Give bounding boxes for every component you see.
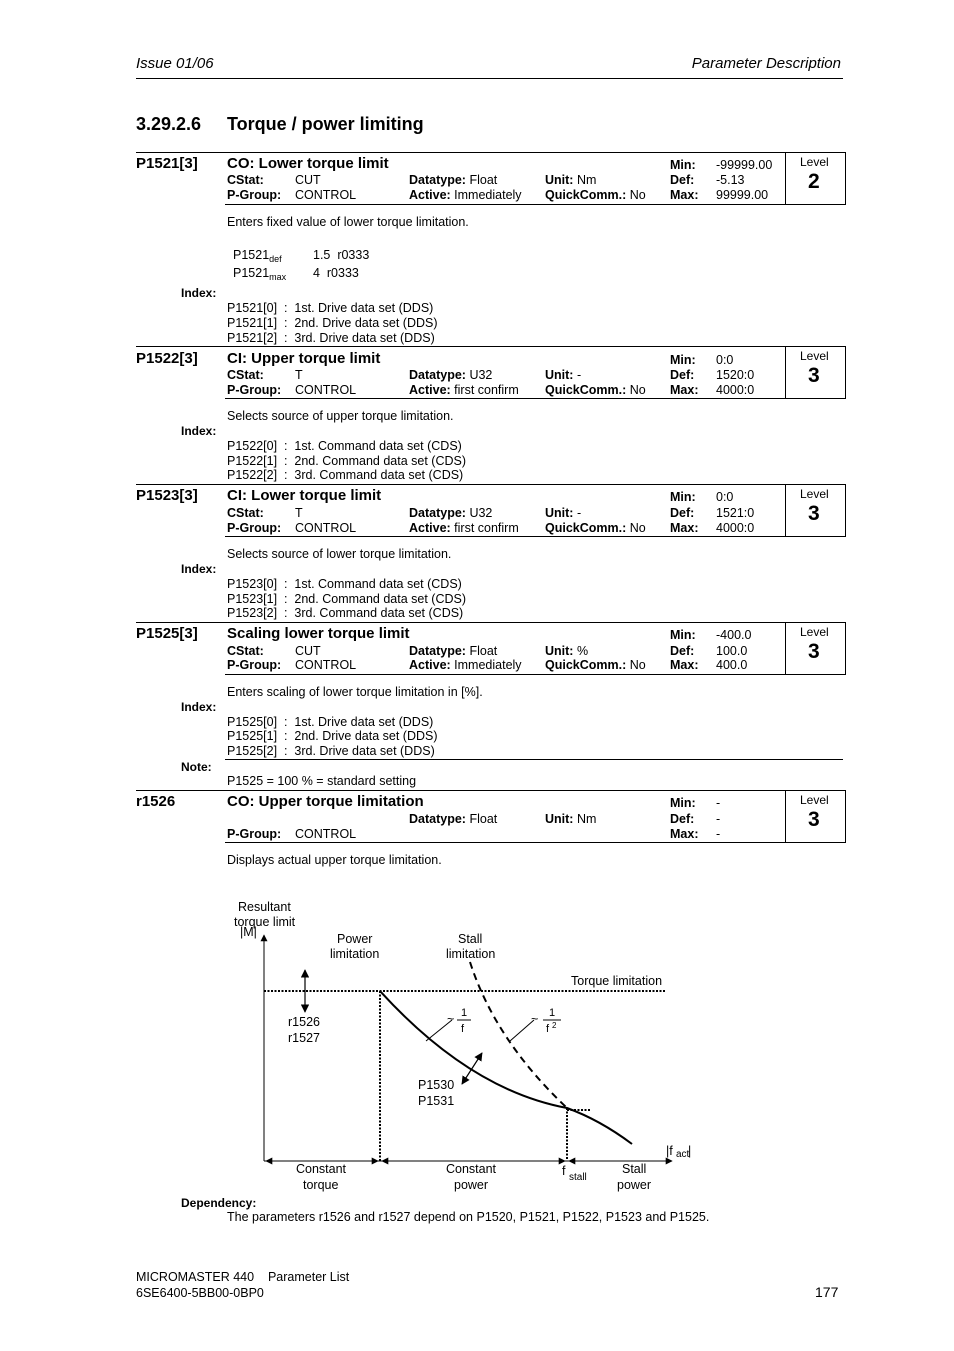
index-item: P1523[1] : 2nd. Command data set (CDS) bbox=[227, 592, 467, 606]
pgroup-value: CONTROL bbox=[295, 383, 357, 397]
section-number: 3.29.2.6 bbox=[136, 114, 202, 134]
datatype-value: U32 bbox=[469, 506, 493, 520]
max-value: 4000:0 bbox=[716, 521, 755, 535]
unit-label: Unit: bbox=[545, 812, 574, 826]
min-label: Min: bbox=[670, 353, 696, 367]
level-value: 3 bbox=[808, 640, 820, 663]
min-value: -99999.00 bbox=[716, 158, 773, 172]
level-label: Level bbox=[800, 349, 829, 363]
index-item: P1525[0] : 1st. Drive data set (DDS) bbox=[227, 715, 434, 729]
min-label: Min: bbox=[670, 490, 696, 504]
power-limit-curve bbox=[380, 991, 632, 1144]
index-item: P1521[0] : 1st. Drive data set (DDS) bbox=[227, 301, 434, 315]
level-label: Level bbox=[800, 487, 829, 501]
quickcomm-label: QuickComm.: bbox=[545, 521, 627, 535]
level-value: 2 bbox=[808, 170, 820, 193]
x-axis-symbol: |f bbox=[666, 1144, 673, 1158]
footer-product: MICROMASTER 440 Parameter List bbox=[136, 1270, 350, 1284]
header-issue: Issue 01/06 bbox=[136, 55, 214, 72]
index-label: Index: bbox=[181, 286, 217, 300]
param-name: Scaling lower torque limit bbox=[227, 625, 410, 642]
stall-limit-curve bbox=[470, 962, 567, 1108]
stall-power-label-1: Stall bbox=[622, 1162, 647, 1176]
active-label: Active: bbox=[409, 188, 451, 202]
cstat-label: CStat: bbox=[227, 506, 264, 520]
index-item: P1521[2] : 3rd. Drive data set (DDS) bbox=[227, 331, 435, 345]
min-value: - bbox=[716, 796, 721, 810]
f-stall-symbol: f bbox=[562, 1164, 566, 1178]
max-label: Max: bbox=[670, 188, 699, 202]
index-label: Index: bbox=[181, 700, 217, 714]
max-label: Max: bbox=[670, 521, 699, 535]
param-name: CI: Lower torque limit bbox=[227, 487, 382, 504]
def-value: - bbox=[716, 812, 721, 826]
inv-f2-denominator: f bbox=[546, 1023, 550, 1035]
y-axis-title-line2: torque limit bbox=[234, 915, 296, 929]
approx-symbol: ~ bbox=[447, 1012, 455, 1026]
param-id: P1521[3] bbox=[136, 155, 198, 172]
power-limitation-label-2: limitation bbox=[330, 947, 380, 961]
p1530-double-arrow bbox=[462, 1053, 482, 1084]
r1526-label: r1526 bbox=[288, 1015, 320, 1029]
cstat-label: CStat: bbox=[227, 368, 264, 382]
approx-symbol: ~ bbox=[531, 1012, 539, 1026]
formula-def-var: P1521 bbox=[233, 248, 270, 262]
max-value: 400.0 bbox=[716, 658, 748, 672]
cstat-value: T bbox=[295, 506, 303, 520]
active-value: first confirm bbox=[454, 521, 519, 535]
p1530-label: P1530 bbox=[418, 1078, 455, 1092]
cstat-label: CStat: bbox=[227, 173, 264, 187]
param-id: r1526 bbox=[136, 793, 176, 810]
quickcomm-value: No bbox=[629, 383, 646, 397]
active-value: Immediately bbox=[454, 188, 522, 202]
cstat-value: CUT bbox=[295, 644, 321, 658]
level-label: Level bbox=[800, 625, 829, 639]
stall-power-label-2: power bbox=[617, 1178, 652, 1192]
max-label: Max: bbox=[670, 827, 699, 841]
param-description: Enters scaling of lower torque limitation in [%]. bbox=[227, 685, 483, 699]
index-label: Index: bbox=[181, 562, 217, 576]
inv-f2-numerator: 1 bbox=[549, 1007, 556, 1019]
def-value: 1520:0 bbox=[716, 368, 755, 382]
inv-f-denominator: f bbox=[461, 1023, 465, 1035]
min-label: Min: bbox=[670, 158, 696, 172]
unit-value: % bbox=[576, 644, 589, 658]
max-value: 4000:0 bbox=[716, 383, 755, 397]
formula-def-value: 1.5 r0333 bbox=[313, 248, 370, 262]
header-title: Parameter Description bbox=[691, 55, 841, 72]
unit-value: - bbox=[576, 506, 582, 520]
unit-label: Unit: bbox=[545, 173, 574, 187]
page-number: 177 bbox=[815, 1284, 839, 1300]
active-label: Active: bbox=[409, 521, 451, 535]
index-item: P1521[1] : 2nd. Drive data set (DDS) bbox=[227, 316, 438, 330]
datatype-label: Datatype: bbox=[409, 812, 466, 826]
pgroup-value: CONTROL bbox=[295, 827, 357, 841]
quickcomm-value: No bbox=[629, 658, 646, 672]
param-id: P1525[3] bbox=[136, 625, 198, 642]
y-axis-symbol: |M| bbox=[240, 925, 257, 939]
max-label: Max: bbox=[670, 383, 699, 397]
cstat-value: CUT bbox=[295, 173, 321, 187]
index-item: P1523[2] : 3rd. Command data set (CDS) bbox=[227, 606, 464, 620]
param-name: CI: Upper torque limit bbox=[227, 350, 381, 367]
param-description: Selects source of lower torque limitation. bbox=[227, 547, 452, 561]
quickcomm-label: QuickComm.: bbox=[545, 658, 627, 672]
active-value: first confirm bbox=[454, 383, 519, 397]
quickcomm-value: No bbox=[629, 521, 646, 535]
pgroup-label: P-Group: bbox=[227, 658, 282, 672]
def-label: Def: bbox=[670, 173, 695, 187]
pgroup-value: CONTROL bbox=[295, 188, 357, 202]
unit-label: Unit: bbox=[545, 368, 574, 382]
active-value: Immediately bbox=[454, 658, 522, 672]
stall-limitation-label-1: Stall bbox=[458, 932, 483, 946]
constant-torque-label-1: Constant bbox=[296, 1162, 347, 1176]
index-item: P1522[2] : 3rd. Command data set (CDS) bbox=[227, 468, 464, 482]
index-item: P1522[1] : 2nd. Command data set (CDS) bbox=[227, 454, 467, 468]
def-value: 1521:0 bbox=[716, 506, 755, 520]
x-axis-sub: act bbox=[676, 1149, 690, 1160]
pgroup-value: CONTROL bbox=[295, 521, 357, 535]
note-text: P1525 = 100 % = standard setting bbox=[227, 774, 417, 788]
level-value: 3 bbox=[808, 808, 820, 831]
datatype-value: Float bbox=[469, 812, 498, 826]
level-label: Level bbox=[800, 793, 829, 807]
def-label: Def: bbox=[670, 506, 695, 520]
index-item: P1525[2] : 3rd. Drive data set (DDS) bbox=[227, 744, 435, 758]
cstat-label: CStat: bbox=[227, 644, 264, 658]
unit-value: Nm bbox=[576, 173, 597, 187]
datatype-value: U32 bbox=[469, 368, 493, 382]
dependency-label: Dependency: bbox=[181, 1196, 257, 1210]
param-description: Selects source of upper torque limitation. bbox=[227, 409, 454, 423]
param-description: Enters fixed value of lower torque limitation. bbox=[227, 215, 469, 229]
def-label: Def: bbox=[670, 644, 695, 658]
unit-value: - bbox=[576, 368, 582, 382]
max-value: 99999.00 bbox=[716, 188, 769, 202]
min-value: -400.0 bbox=[716, 628, 752, 642]
formula-max-var: P1521 bbox=[233, 266, 270, 280]
def-label: Def: bbox=[670, 368, 695, 382]
datatype-label: Datatype: bbox=[409, 506, 466, 520]
f-stall-sub: stall bbox=[569, 1172, 587, 1183]
param-id: P1522[3] bbox=[136, 350, 198, 367]
level-label: Level bbox=[800, 155, 829, 169]
active-label: Active: bbox=[409, 383, 451, 397]
formula-max-value: 4 r0333 bbox=[313, 266, 359, 280]
inv-f2-exponent: 2 bbox=[552, 1021, 557, 1030]
formula-def-sub: def bbox=[269, 254, 282, 264]
level-value: 3 bbox=[808, 502, 820, 525]
power-limitation-label-1: Power bbox=[337, 932, 373, 946]
def-value: 100.0 bbox=[716, 644, 748, 658]
dependency-text: The parameters r1526 and r1527 depend on P1520, P1521, P1522, P1523 and P1525. bbox=[227, 1210, 710, 1224]
index-item: P1522[0] : 1st. Command data set (CDS) bbox=[227, 439, 462, 453]
cstat-value: T bbox=[295, 368, 303, 382]
param-name: CO: Upper torque limitation bbox=[227, 793, 424, 810]
pgroup-label: P-Group: bbox=[227, 383, 282, 397]
quickcomm-label: QuickComm.: bbox=[545, 383, 627, 397]
pgroup-value: CONTROL bbox=[295, 658, 357, 672]
y-axis-title-line1: Resultant bbox=[238, 900, 291, 914]
datatype-value: Float bbox=[469, 173, 498, 187]
quickcomm-label: QuickComm.: bbox=[545, 188, 627, 202]
min-label: Min: bbox=[670, 628, 696, 642]
param-description: Displays actual upper torque limitation. bbox=[227, 853, 442, 867]
index-label: Index: bbox=[181, 424, 217, 438]
datatype-label: Datatype: bbox=[409, 644, 466, 658]
param-id: P1523[3] bbox=[136, 487, 198, 504]
quickcomm-value: No bbox=[629, 188, 646, 202]
x-axis-end: | bbox=[688, 1144, 692, 1158]
def-label: Def: bbox=[670, 812, 695, 826]
active-label: Active: bbox=[409, 658, 451, 672]
datatype-value: Float bbox=[469, 644, 498, 658]
index-item: P1523[0] : 1st. Command data set (CDS) bbox=[227, 577, 462, 591]
stall-limitation-label-2: limitation bbox=[446, 947, 496, 961]
unit-value: Nm bbox=[576, 812, 597, 826]
max-value: - bbox=[716, 827, 721, 841]
constant-power-label-1: Constant bbox=[446, 1162, 497, 1176]
constant-torque-label-2: torque bbox=[303, 1178, 339, 1192]
min-label: Min: bbox=[670, 796, 696, 810]
p1531-label: P1531 bbox=[418, 1094, 455, 1108]
datatype-label: Datatype: bbox=[409, 173, 466, 187]
min-value: 0:0 bbox=[716, 490, 734, 504]
def-value: -5.13 bbox=[716, 173, 745, 187]
constant-power-label-2: power bbox=[454, 1178, 489, 1192]
section-title: Torque / power limiting bbox=[227, 114, 424, 134]
level-value: 3 bbox=[808, 364, 820, 387]
unit-label: Unit: bbox=[545, 644, 574, 658]
unit-label: Unit: bbox=[545, 506, 574, 520]
index-item: P1525[1] : 2nd. Drive data set (DDS) bbox=[227, 729, 438, 743]
inv-f-numerator: 1 bbox=[461, 1007, 468, 1019]
footer-order-number: 6SE6400-5BB00-0BP0 bbox=[136, 1286, 264, 1300]
note-label: Note: bbox=[181, 760, 212, 774]
pgroup-label: P-Group: bbox=[227, 827, 282, 841]
pgroup-label: P-Group: bbox=[227, 521, 282, 535]
torque-limitation-label: Torque limitation bbox=[571, 974, 663, 988]
max-label: Max: bbox=[670, 658, 699, 672]
formula-max-sub: max bbox=[269, 272, 287, 282]
r1527-label: r1527 bbox=[288, 1031, 320, 1045]
datatype-label: Datatype: bbox=[409, 368, 466, 382]
min-value: 0:0 bbox=[716, 353, 734, 367]
pgroup-label: P-Group: bbox=[227, 188, 282, 202]
param-name: CO: Lower torque limit bbox=[227, 155, 389, 172]
